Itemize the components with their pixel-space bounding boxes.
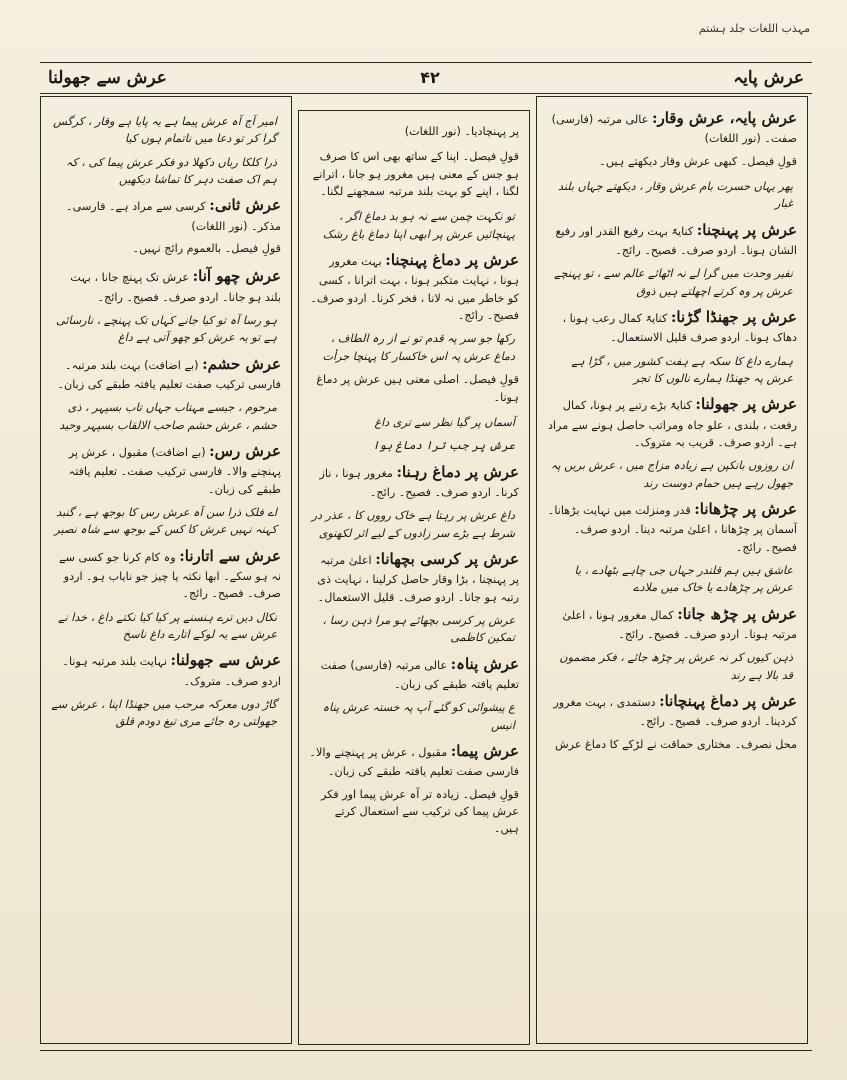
verse-quote: اے فلک ذرا سن آہ عرش رس کا بوجھ ہے ، گنبد کہنہ نہیں عرش کا کس کے بوجھ سے شاہ نصیر bbox=[54, 506, 277, 537]
header-right-title: عرش پایہ bbox=[733, 68, 804, 88]
dictionary-entry bbox=[309, 548, 519, 606]
verse-quote: رکھا جو سر پہ قدم تو نے از رہ الطاف ، دماغ عرش پہ اس خاکسار کا پہنچا جرأت bbox=[322, 332, 515, 363]
entry-note: قولِ فیصل۔ بالعموم رائج نہیں۔ bbox=[132, 242, 281, 256]
entry-definition: کمال مغرور ہونا ، اعلیٰ مرتبہ ہونا۔ اردو صرف۔ فصیح۔ رائج۔ bbox=[562, 608, 797, 641]
dictionary-entry bbox=[309, 461, 519, 502]
entry-headword: عرش پر جھنڈا گڑنا: bbox=[670, 308, 797, 327]
corner-note: مہذب اللغات جلد ہشتم bbox=[698, 22, 810, 35]
verse-quote: امیر آج آہ عرش پیما ہے یہ پایا ہے وقار ، کرگس گرا کر تو دعا میں ناتمام ہوں کیا bbox=[53, 115, 277, 146]
verse-quote: نفیر وحدت میں گرا لے نہ اٹھائے عالم سے ، تو پہنچے عرش پر وہ کرتے اچھلتے ہیں ذوق bbox=[554, 267, 793, 298]
dictionary-entry bbox=[309, 740, 519, 781]
entry-headword: عرش سے اتارنا: bbox=[179, 546, 281, 565]
dictionary-entry bbox=[51, 649, 281, 690]
verse-quote: گاڑ دوں معرکہ مرحب میں جھنڈا اپنا ، عرش سے جھولتی رہ جائے مری تیغ دودم قلق bbox=[51, 698, 277, 729]
entry-definition: دستمدی ، بہت مغرور کردینا۔ اردو صرف۔ فصیح۔ رائج۔ bbox=[553, 696, 797, 729]
dictionary-entry bbox=[547, 219, 797, 260]
entry-definition: کرسی سے مراد ہے۔ فارسی۔ مذکر۔ (نور اللغات) bbox=[66, 200, 281, 233]
entry-note: قولِ فیصل۔ اپنا کے ساتھ بھی اس کا صرف ہو جس کے معنی ہیں مغرور ہو جانا ، اترانے لگنا ، اپنے کو بہت بلند مرتبہ سمجھنے لگنا۔ bbox=[312, 150, 519, 199]
verse-quote: ذرا کلکا رباں دکھلا دو فکر عرش پیما کی ، کہ ہم اک صفت دہر کا تماشا دیکھیں bbox=[65, 155, 277, 187]
verse-quote: مرحوم ، جیسے مہتاب جہاں تاب بسپہر ، ذی حشم ، عرش حشم صاحب الالقاب بسپہر وحید bbox=[59, 401, 277, 432]
entry-definition: (بے اضافت) بہت بلند مرتبہ۔ فارسی ترکیب صفت تعلیم یافتہ طبقے کی زبان۔ bbox=[57, 358, 281, 391]
entry-headword: عرش پر چڑھ جانا: bbox=[677, 604, 797, 623]
entry-headword: عرش پیما: bbox=[450, 741, 519, 760]
entry-headword: عرش چھو آنا: bbox=[192, 267, 281, 286]
entry-note: قولِ فیصل۔ کبھی عرش وقار دیکھتے ہیں۔ bbox=[599, 154, 797, 168]
dictionary-entry bbox=[51, 545, 281, 603]
entry-definition: مغرور ہونا ، ناز کرنا۔ اردو صرف۔ فصیح۔ رائج۔ bbox=[319, 466, 519, 499]
column-left bbox=[40, 96, 292, 1044]
entry-headword: عرش پر دماغ پہنچنا: bbox=[385, 251, 519, 270]
entry-headword: عرش رس: bbox=[209, 442, 281, 461]
dictionary-entry bbox=[309, 653, 519, 694]
entry-definition: عالی مرتبہ (فارسی) صفت۔ (نور اللغات) bbox=[551, 113, 797, 146]
verse-quote: ہو رسا آہ تو کیا جانے کہاں تک پہنچے ، نارسائی ہے تو یہ عرش کو چھو آتی ہے داغ bbox=[56, 314, 277, 345]
entry-definition: کنایۃً کمال رعب ہونا ، دھاک ہونا۔ اردو صرف قلیل الاستعمال۔ bbox=[562, 312, 797, 345]
dictionary-entry bbox=[547, 690, 797, 731]
verse-quote: تو نکہت چمن سے نہ ہو بد دماغ اگر ، پہنچائیں عرش پر ابھی اپنا دماغ باغ رشک bbox=[322, 210, 515, 241]
entry-definition: نہایت بلند مرتبہ ہونا۔ اردو صرف۔ متروک۔ bbox=[62, 655, 281, 688]
verse-quote: عرش پر کرسی بچھائے ہو مرا ذہن رسا ، تمکین کاظمی bbox=[322, 613, 515, 645]
entry-headword: عرش حشم: bbox=[202, 354, 281, 373]
verse-quote: ان روزوں بانکپن ہے زیادہ مزاج میں ، عرش بریں پہ جھول رہے ہیں حمام دوست رند bbox=[550, 459, 793, 490]
entry-definition: عالی مرتبہ (فارسی) صفت تعلیم یافتہ طبقے کی زبان۔ bbox=[320, 658, 519, 691]
entry-definition: کنایۃً بہت رفیع القدر اور رفیع الشان ہونا۔ اردو صرف۔ فصیح۔ رائج۔ bbox=[555, 224, 797, 257]
entry-note: قولِ فیصل۔ اصلی معنی ہیں عرش پر دماغ ہونا۔ bbox=[316, 373, 519, 404]
entry-definition: وہ کام کرنا جو کسی سے نہ ہو سکے۔ ابھا نکتہ یا چیز جو نایاب ہو۔ اردو صرف۔ فصیح۔ رائج۔ bbox=[58, 550, 281, 601]
entry-headword: عرش پر پہنچنا: bbox=[696, 220, 797, 239]
verse-quote: پھر یہاں حسرت بام عرش وقار ، دیکھتے جہاں بلند غبار bbox=[558, 179, 793, 211]
dictionary-entry bbox=[309, 249, 519, 324]
entry-headword: عرش پر دماغ پہنچانا: bbox=[659, 692, 797, 711]
verse-quote: نکال دیں ترے ہنسنے پر کیا کیا نکتے داغ ، خدا نے عرش سے یہ لوکے اتارے داغ ناسخ bbox=[58, 610, 277, 642]
entry-headword: عرش پناہ: bbox=[450, 654, 519, 673]
verse-quote: عرش پر جب ترا دماغ ہوا bbox=[372, 439, 515, 453]
dictionary-entry bbox=[547, 498, 797, 556]
verse-quote: ہمارے داغ کا سکہ ہے ہفت کشور میں ، گڑا ہے عرش پہ جھنڈا ہمارے نالوں کا تجر bbox=[571, 354, 793, 385]
entry-note: پر پہنچادیا۔ (نور اللغات) bbox=[404, 125, 519, 138]
entry-definition: عرش تک پہنچ جانا ، بہت بلند ہو جانا۔ اردو صرف۔ فصیح۔ رائج۔ bbox=[70, 271, 281, 304]
dictionary-entry bbox=[51, 194, 281, 235]
dictionary-entry bbox=[547, 306, 797, 347]
verse-quote: ع پیشوائی کو گئے آپ پہ خستہ عرش پناہ انیس bbox=[322, 701, 515, 732]
dictionary-entry bbox=[51, 353, 281, 394]
verse-quote: آسماں پر گیا نظر سے تری داغ bbox=[374, 415, 515, 429]
entry-definition: (بے اضافت) مقبول ، عرش پر پہنچنے والا۔ فارسی ترکیب صفت۔ تعلیم یافتہ طبقے کی زبان۔ bbox=[68, 446, 281, 496]
entry-note: محل نصرف۔ مختاری حماقت نے لڑکے کا دماغ عرش bbox=[555, 737, 797, 751]
entry-definition: بہت مغرور ہونا ، نہایت متکبر ہونا ، بہت اترانا ، کسی کو خاطر میں نہ لانا ، فخر کرنا۔ اردو صرف۔ فصیح۔ رائج۔ bbox=[310, 255, 519, 323]
verse-quote: داغ عرش پر رہتا ہے خاک رووں کا ، عذر در شرط ہے بڑے سر زادوں کے لیے اثر لکھنوی bbox=[311, 509, 515, 540]
entry-headword: عرش پر دماغ رہنا: bbox=[396, 462, 519, 481]
entry-headword: عرش ثانی: bbox=[209, 196, 281, 215]
column-middle bbox=[298, 110, 530, 1045]
entry-note: قولِ فیصل۔ زیادہ تر آہ عرش پیما اور فکر عرش پیما کی ترکیب سے استعمال کرتے ہیں۔ bbox=[320, 787, 519, 836]
entry-definition: قدر ومنزلت میں نہایت بڑھانا۔ آسمان پر چڑھانا ، اعلیٰ مرتبہ دینا۔ اردو صرف۔ فصیح۔ رائج۔ bbox=[547, 504, 797, 554]
entry-headword: عرش پایہ، عرش وقار: bbox=[651, 109, 797, 127]
dictionary-entry bbox=[547, 107, 797, 148]
page-number: ۴۲ bbox=[420, 68, 440, 87]
entry-definition: مقبول ، عرش پر پہنچنے والا۔ فارسی صفت تعلیم یافتہ طبقے کی زبان۔ bbox=[309, 745, 519, 779]
entry-definition: کنایۃً بڑے رتبے پر ہونا، کمال رفعت ، بلندی ، علو جاہ ومراتب حاصل ہونے سے مراد ہے۔ اردو صرف۔ قریب بہ متروک۔ bbox=[547, 399, 797, 449]
bottom-rule bbox=[40, 1050, 812, 1051]
dictionary-entry bbox=[547, 393, 797, 451]
header-left-title: عرش سے جھولنا bbox=[48, 68, 167, 88]
entry-headword: عرش سے جھولنا: bbox=[170, 651, 281, 670]
entry-headword: عرش پر جھولنا: bbox=[695, 395, 797, 414]
dictionary-entry bbox=[51, 265, 281, 306]
dictionary-entry bbox=[547, 603, 797, 644]
column-right bbox=[536, 96, 808, 1044]
dictionary-entry bbox=[51, 440, 281, 498]
entry-definition: اعلیٰ مرتبہ پر پہنچنا ، بڑا وقار حاصل کرلینا ، نہایت ذی رتبہ ہو جانا۔ اردو صرف۔ قلیل الاستعمال۔ bbox=[317, 553, 519, 604]
verse-quote: عاشق ہیں ہم قلندر جہاں جی چاہے بٹھادے ، یا عرش پر چڑھادے یا خاک میں ملادے bbox=[574, 564, 793, 595]
entry-headword: عرش پر کرسی بچھانا: bbox=[375, 549, 519, 568]
verse-quote: ذہن کیوں کر نہ عرش پر چڑھ جائے ، فکر مضمون قد بالا ہے رند bbox=[559, 651, 793, 682]
entry-headword: عرش پر چڑھانا: bbox=[694, 500, 797, 519]
page-header bbox=[40, 62, 812, 94]
